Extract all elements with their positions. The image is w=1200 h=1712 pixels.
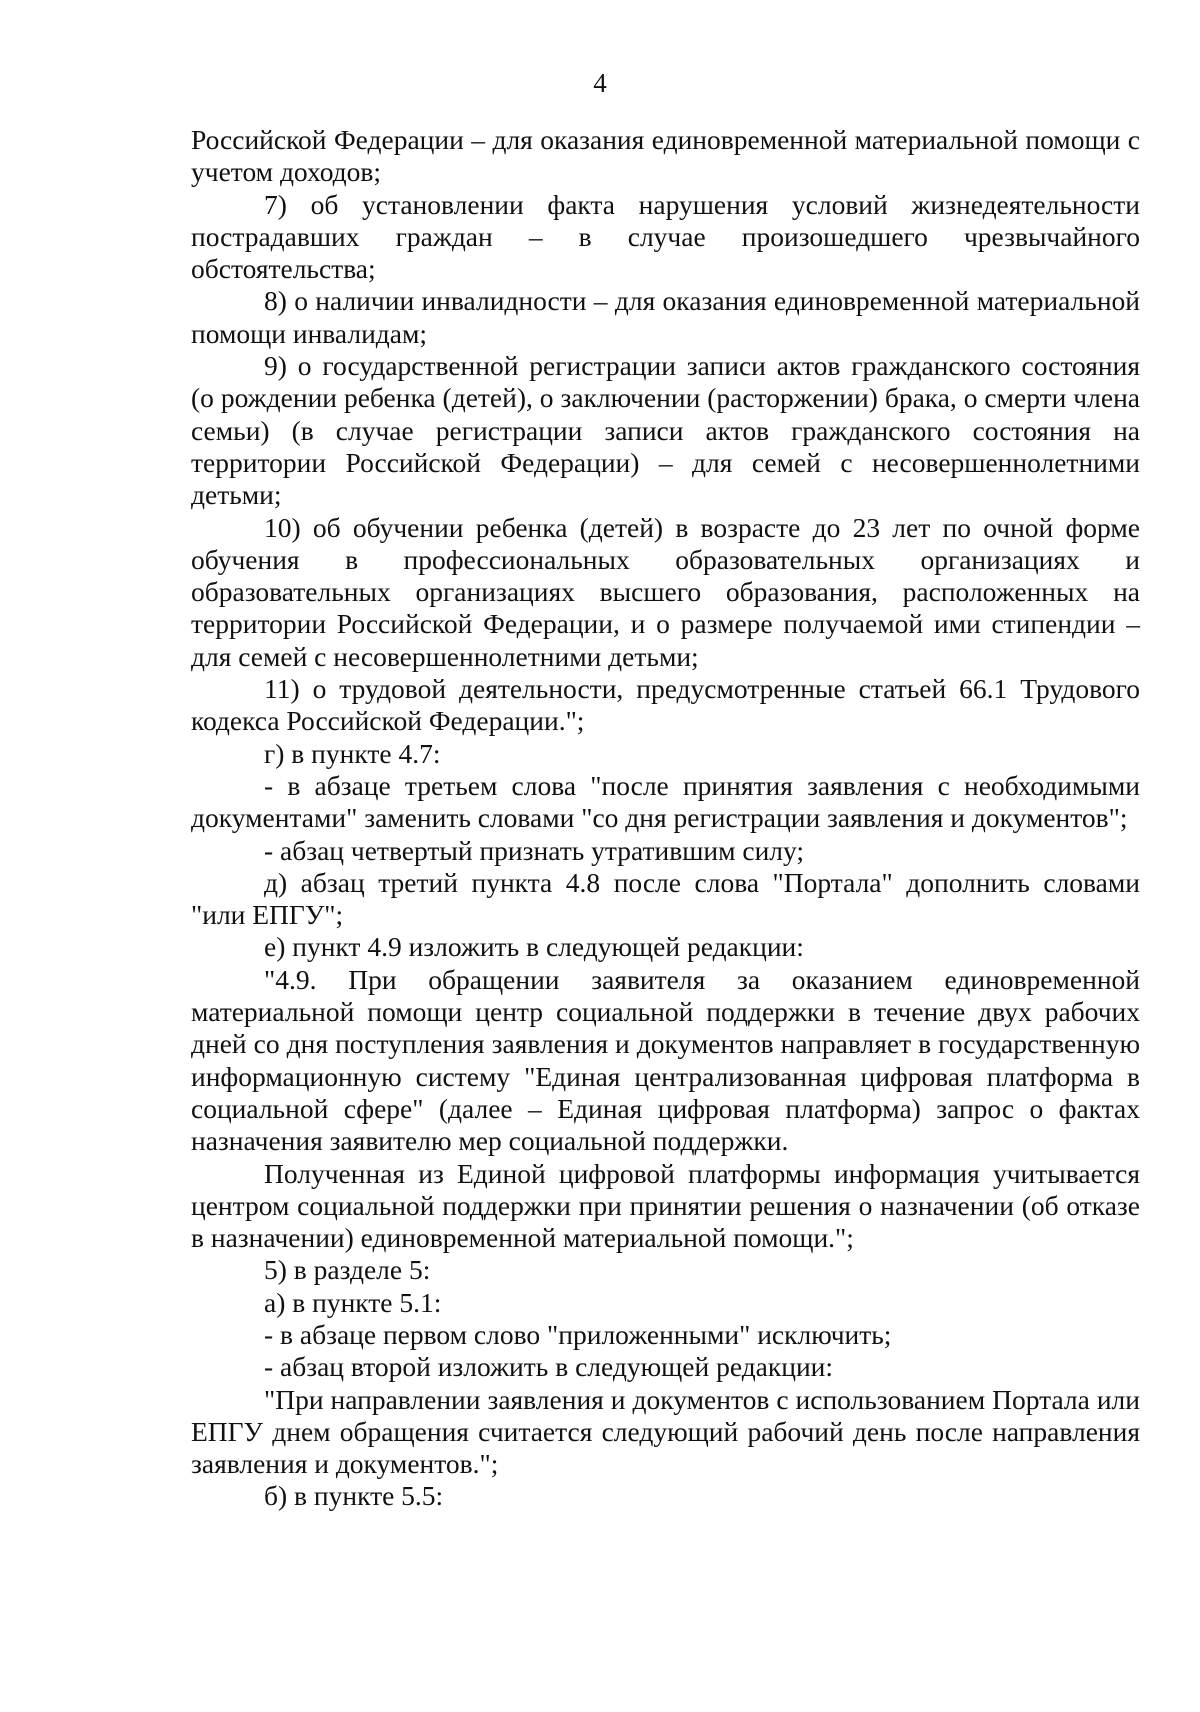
paragraph: 7) об установлении факта нарушения условий жизнедеятельности пострадавших граждан – в случае произошедшего чрезвычайного обстоятельства; — [191, 188, 1140, 285]
paragraph: - в абзаце первом слово "приложенными" исключить; — [264, 1318, 892, 1350]
paragraph: д) абзац третий пункта 4.8 после слова "Портала" дополнить словами "или ЕПГУ"; — [191, 866, 1140, 931]
paragraph: а) в пункте 5.1: — [264, 1286, 442, 1318]
paragraph: 10) об обучении ребенка (детей) в возрасте до 23 лет по очной форме обучения в профессиональных образовательных организациях и образовательных организациях высшего образования, расположенных на территории Российской Федерации, и о размере получаемой ими стипендии – для семей с несовершеннолетними детьми; — [191, 511, 1140, 672]
paragraph: - в абзаце третьем слова "после принятия заявления с необходимыми документами" заменить словами "со дня регистрации заявления и документов"; — [191, 769, 1140, 834]
paragraph: е) пункт 4.9 изложить в следующей редакции: — [264, 931, 804, 963]
paragraph: 9) о государственной регистрации записи актов гражданского состояния (о рождении ребенка (детей), о заключении (расторжении) брака, о смерти члена семьи) (в случае регистрации записи актов гражданского состояния на территории Российской Федерации) – для семей с несовершеннолетними детьми; — [191, 350, 1140, 511]
paragraph: 11) о трудовой деятельности, предусмотренные статьей 66.1 Трудового кодекса Российской Федерации."; — [191, 673, 1140, 737]
document-body — [191, 124, 1140, 1513]
paragraph: 5) в разделе 5: — [264, 1254, 431, 1286]
paragraph: - абзац четвертый признать утратившим силу; — [264, 834, 805, 866]
paragraph: "4.9. При обращении заявителя за оказанием единовременной материальной помощи центр социальной поддержки в течение двух рабочих дней со дня поступления заявления и документов направляет в государственную информационную систему "Единая централизованная цифровая платформа в социальной сфере" (далее – Единая цифровая платформа) запрос о фактах назначения заявителю мер социальной поддержки. — [191, 963, 1140, 1157]
paragraph: Российской Федерации – для оказания единовременной материальной помощи с учетом доходов; — [191, 124, 1140, 188]
page-number: 4 — [593, 68, 607, 98]
paragraph: Полученная из Единой цифровой платформы информация учитывается центром социальной поддержки при принятии решения о назначении (об отказе в назначении) единовременной материальной помощи."; — [191, 1157, 1140, 1254]
paragraph: б) в пункте 5.5: — [264, 1480, 444, 1512]
paragraph: 8) о наличии инвалидности – для оказания единовременной материальной помощи инвалидам; — [191, 285, 1140, 349]
paragraph: - абзац второй изложить в следующей редакции: — [264, 1351, 834, 1383]
paragraph: г) в пункте 4.7: — [264, 737, 441, 769]
paragraph: "При направлении заявления и документов с использованием Портала или ЕПГУ днем обращения считается следующий рабочий день после направления заявления и документов."; — [191, 1383, 1140, 1480]
